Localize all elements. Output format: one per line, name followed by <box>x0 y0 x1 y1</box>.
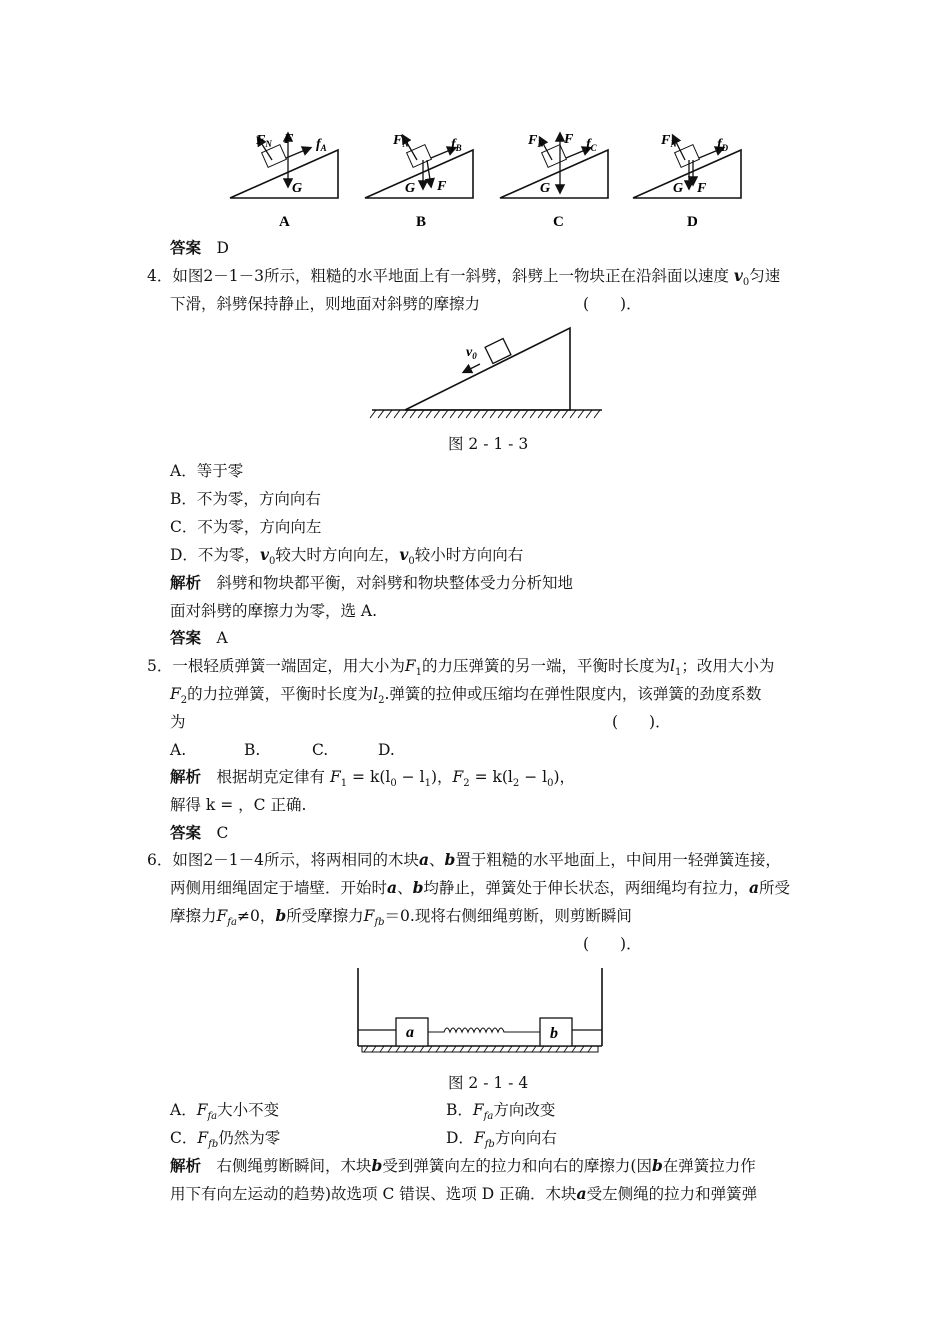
panel-d <box>633 133 741 230</box>
sub-1: 1 <box>340 778 348 790</box>
equation-part: = k(l <box>469 768 513 786</box>
q6-line2 <box>170 878 790 898</box>
var-l: l <box>670 657 676 675</box>
q4-text: 如图2－1－3所示，粗糙的水平地面上有一斜劈，斜劈上一物块正在沿斜面以速度 <box>172 267 729 285</box>
q5-line2 <box>170 684 761 711</box>
q6-number: 6． <box>147 851 173 869</box>
option-letter: B． <box>446 1101 473 1119</box>
var-b: b <box>651 1156 663 1175</box>
separator: 、 <box>429 851 445 869</box>
analysis-label: 解析 <box>170 573 202 592</box>
q3-answer <box>170 238 229 258</box>
q4-option-d <box>170 545 523 572</box>
q4-analysis-1 <box>170 573 573 593</box>
sub-1: 1 <box>675 667 682 679</box>
var-f: F <box>473 1129 485 1147</box>
sub-0: 0 <box>408 556 415 568</box>
answer-label: 答案 <box>170 628 202 647</box>
label-fn: $F_N$ <box>528 133 544 149</box>
label-f: F <box>564 132 574 147</box>
q6-line1 <box>147 850 781 870</box>
var-b: b <box>275 906 287 925</box>
analysis-label: 解析 <box>170 767 202 786</box>
q5-option-c: C. <box>312 741 329 759</box>
var-a: a <box>418 850 430 869</box>
q6-option-d <box>446 1128 557 1155</box>
var-l: l <box>373 685 379 703</box>
label-g: G <box>540 181 551 196</box>
q6-option-b <box>446 1100 555 1127</box>
q6-option-c <box>170 1128 280 1155</box>
q5-text: 一根轻质弹簧一端固定，用大小为 <box>172 657 405 675</box>
var-f: F <box>329 768 341 786</box>
sub-1: 1 <box>415 667 423 679</box>
sub-1: 1 <box>424 778 431 790</box>
equation-part: − l <box>396 768 425 786</box>
q5-answer <box>170 823 228 843</box>
q5-text: ；改用大小为 <box>681 657 775 675</box>
analysis-text: 受左侧绳的拉力和弹簧弹 <box>586 1185 758 1203</box>
sub-0: 0 <box>268 556 276 568</box>
label-fr: $f_A$ <box>316 137 327 153</box>
label-fr: $f_B$ <box>451 137 462 153</box>
var-f: F <box>196 1101 208 1119</box>
panel-letter: C <box>553 214 564 230</box>
label-fr: $f_D$ <box>717 137 729 153</box>
equation-part: )， <box>553 768 576 786</box>
sub-fa: fa <box>483 1111 494 1123</box>
sub-fb: fb <box>208 1139 219 1151</box>
q5-analysis-1 <box>170 767 575 794</box>
sub-fa: fa <box>207 1111 218 1123</box>
option-text: 方向改变 <box>493 1101 556 1119</box>
q6-text: ＝0.现将右侧细绳剪断，则剪断瞬间 <box>384 907 632 925</box>
q6-text: ≠0， <box>236 907 276 925</box>
q6-option-a <box>170 1100 279 1127</box>
figure-2-1-4 <box>0 962 950 1062</box>
panel-c <box>500 132 608 230</box>
q6-text: 所受摩擦力 <box>286 907 364 925</box>
separator: 、 <box>397 879 413 897</box>
q6-line3 <box>170 906 632 933</box>
q5-analysis-2: 解得 k = ，C 正确. <box>170 796 307 814</box>
q6-text: 所受 <box>758 879 790 897</box>
answer-value: A <box>216 629 228 647</box>
var-f: F <box>404 657 416 675</box>
q4-answer <box>170 628 228 648</box>
q4-number: 4． <box>147 267 173 285</box>
label-f: F <box>437 179 447 194</box>
q4-text-end: 匀速 <box>749 267 781 285</box>
option-letter: A． <box>170 1101 197 1119</box>
q4-line2 <box>170 294 480 314</box>
answer-value: D <box>216 239 229 257</box>
label-fr: $f_C$ <box>586 137 597 153</box>
answer-paren: ( )． <box>583 935 642 953</box>
analysis-text: 在弹簧拉力作 <box>662 1157 756 1175</box>
label-fn: $F_N$ <box>661 133 677 149</box>
label-v0: $v_0$ <box>466 345 477 361</box>
label-g: G <box>673 181 684 196</box>
analysis-text: 斜劈和物块都平衡，对斜劈和物块整体受力分析知地 <box>216 574 574 592</box>
block-a-label: a <box>406 1024 414 1041</box>
analysis-text: 根据胡克定律有 <box>216 768 326 786</box>
answer-paren: ( )． <box>583 295 642 313</box>
answer-label: 答案 <box>170 823 202 842</box>
answer-label: 答案 <box>170 238 202 257</box>
sub-fb: fb <box>484 1139 495 1151</box>
var-f: F <box>452 768 464 786</box>
option-letter: C． <box>170 1129 198 1147</box>
answer-value: C <box>216 824 229 842</box>
var-f: F <box>197 1129 209 1147</box>
equation-part: )， <box>430 768 453 786</box>
var-v: v <box>399 545 409 564</box>
figure-caption: 图 2 - 1 - 4 <box>448 1074 529 1092</box>
sub-fa: fa <box>227 917 237 929</box>
var-a: a <box>748 878 759 897</box>
sub-2: 2 <box>463 778 470 790</box>
option-text: 仍然为零 <box>218 1129 281 1147</box>
var-f: F <box>363 907 375 925</box>
var-f: F <box>216 907 228 925</box>
q4-text: 下滑，斜劈保持静止，则地面对斜劈的摩擦力 <box>170 295 481 313</box>
panel-a <box>230 132 338 230</box>
q6-analysis-2 <box>170 1184 757 1204</box>
option-text: 大小不变 <box>217 1101 280 1119</box>
q4-option-d-text: D．不为零， <box>170 546 260 564</box>
analysis-text: 右侧绳剪断瞬间，木块 <box>216 1157 372 1175</box>
sub-fb: fb <box>374 917 385 929</box>
q5-option-a: A. <box>170 741 187 759</box>
sub-0: 0 <box>547 778 554 790</box>
label-fn: $F_N$ <box>393 133 409 149</box>
figure-2-1-3 <box>0 318 950 428</box>
q4-option-d-text: 较小时方向向右 <box>414 546 524 564</box>
q6-text: 摩擦力 <box>170 907 217 925</box>
q6-text: 均静止，弹簧处于伸长状态，两细绳均有拉力， <box>423 879 749 897</box>
analysis-text: 用下有向左运动的趋势)故选项 C 错误、选项 D 正确．木块 <box>170 1185 577 1203</box>
sub-2: 2 <box>180 695 188 707</box>
figure-caption: 图 2 - 1 - 3 <box>448 435 529 453</box>
q4-option-b: B．不为零，方向向右 <box>170 490 321 508</box>
panel-letter: A <box>279 214 290 230</box>
equation-part: − l <box>519 768 548 786</box>
label-fn: $F_N$ <box>256 133 272 149</box>
q5-number: 5． <box>147 657 173 675</box>
var-b: b <box>412 878 424 897</box>
var-f: F <box>170 685 181 703</box>
q4-line1 <box>147 266 780 293</box>
var-b: b <box>444 850 456 869</box>
q5-line1 <box>147 656 774 683</box>
var-b: b <box>371 1156 383 1175</box>
panel-b <box>365 133 473 230</box>
sub-2: 2 <box>512 778 520 790</box>
var-f: F <box>472 1101 484 1119</box>
q5-text: 的力拉弹簧，平衡时长度为 <box>187 685 374 703</box>
label-g: G <box>292 181 303 196</box>
var-v: v <box>259 545 269 564</box>
option-text: 方向向右 <box>494 1129 557 1147</box>
q5-line3: 为 <box>170 713 186 731</box>
q5-text: .弹簧的拉伸或压缩均在弹性限度内，该弹簧的劲度系数 <box>384 685 762 703</box>
q6-analysis-1 <box>170 1156 756 1176</box>
sub-2: 2 <box>378 695 385 707</box>
q4-option-d-text: 较大时方向向左， <box>275 546 400 564</box>
q5-option-d: D. <box>378 741 395 759</box>
q4-analysis-2: 面对斜劈的摩擦力为零，选 A. <box>170 602 378 620</box>
q5-option-b: B. <box>244 741 261 759</box>
sub-0: 0 <box>390 778 397 790</box>
analysis-text: 受到弹簧向左的拉力和向右的摩擦力(因 <box>382 1157 652 1175</box>
label-f: F <box>697 181 707 196</box>
label-g: G <box>405 181 416 196</box>
q6-text: 两侧用细绳固定于墙壁．开始时 <box>170 879 388 897</box>
analysis-label: 解析 <box>170 1156 202 1175</box>
var-a: a <box>576 1184 587 1203</box>
panel-letter: D <box>687 214 698 230</box>
label-f: F <box>284 132 294 147</box>
block-b-label: b <box>550 1025 558 1042</box>
panel-letter: B <box>416 214 427 230</box>
option-letter: D． <box>446 1129 474 1147</box>
q4-option-a: A．等于零 <box>170 462 244 480</box>
var-v: v <box>733 266 743 285</box>
equation-part: = k(l <box>347 768 391 786</box>
sub-0: 0 <box>742 277 750 289</box>
q5-text: 的力压弹簧的另一端，平衡时长度为 <box>422 657 671 675</box>
q6-text: 置于粗糙的水平地面上，中间用一轻弹簧连接， <box>455 851 781 869</box>
var-a: a <box>387 878 398 897</box>
q4-option-c: C．不为零，方向向左 <box>170 518 322 536</box>
answer-paren: ( )． <box>612 713 671 731</box>
q6-text: 如图2－1－4所示，将两相同的木块 <box>172 851 419 869</box>
